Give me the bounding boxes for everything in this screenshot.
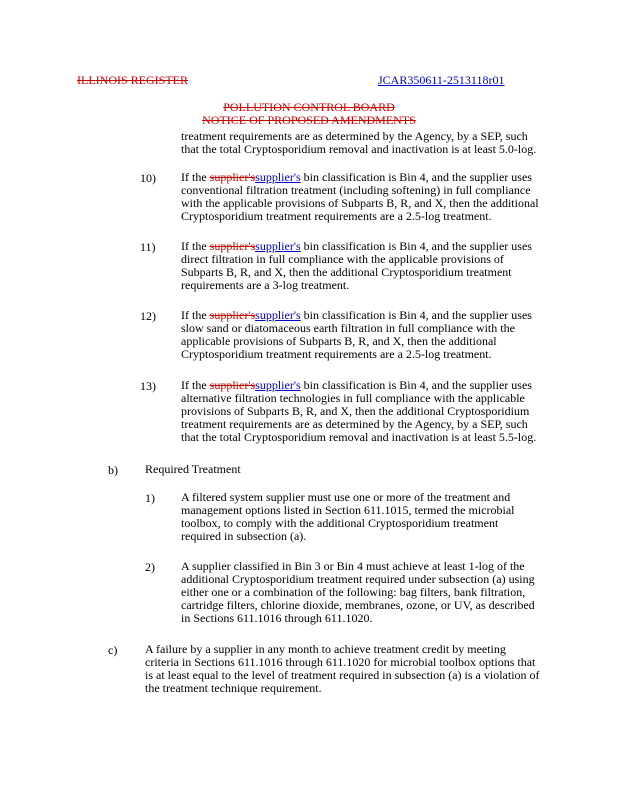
item-number: 10): [140, 171, 156, 185]
item-number: 13): [140, 379, 156, 393]
item-line: A filtered system supplier must use one or more of the treatment and: [181, 490, 511, 504]
inserted-text: supplier's: [255, 239, 301, 253]
item-line: additional Cryptosporidium treatment required under subsection (a) using: [181, 572, 535, 586]
item-line: alternative filtration technologies in full compliance with the applicable: [181, 391, 525, 405]
inserted-text: supplier's: [255, 378, 301, 392]
item-line: conventional filtration treatment (including softening) in full compliance: [181, 183, 531, 197]
item-number: 11): [140, 240, 156, 254]
item-line: Cryptosporidium treatment requirements are a 2.5-log treatment.: [181, 347, 492, 361]
item-line: toolbox, to comply with the additional Cryptosporidium treatment: [181, 516, 499, 530]
item-line: management options listed in Section 611.1015, termed the microbial: [181, 503, 515, 517]
item-line: applicable provisions of Subparts B, R, and X, then the additional: [181, 334, 497, 348]
item-line: Cryptosporidium treatment requirements are a 2.5-log treatment.: [181, 209, 492, 223]
deleted-text: supplier's: [209, 378, 256, 392]
inserted-text: supplier's: [255, 170, 301, 184]
section-c-line: the treatment technique requirement.: [145, 681, 322, 695]
board-title: POLLUTION CONTROL BOARD: [223, 100, 395, 114]
item-line: either one or a combination of the following: bag filters, bank filtration,: [181, 585, 526, 599]
item-line: requirements are a 3-log treatment.: [181, 278, 350, 292]
item-line: cartridge filters, chlorine dioxide, membranes, ozone, or UV, as described: [181, 598, 535, 612]
carryover-line: that the total Cryptosporidium removal and inactivation is at least 5.0-log.: [181, 142, 537, 156]
item-first-line: If the supplier'ssupplier's bin classification is Bin 4, and the supplier uses: [181, 239, 532, 253]
deleted-text: supplier's: [209, 308, 256, 322]
register-title: ILLINOIS REGISTER: [77, 73, 188, 87]
carryover-line: treatment requirements are as determined by the Agency, by a SEP, such: [181, 129, 528, 143]
jcar-code-link[interactable]: JCAR350611-2513118r01: [378, 73, 505, 87]
item-line: required in subsection (a).: [181, 529, 307, 543]
item-line: Subparts B, R, and X, then the additional Cryptosporidium treatment: [181, 265, 512, 279]
section-c-line: A failure by a supplier in any month to achieve treatment credit by meeting: [145, 642, 506, 656]
notice-title: NOTICE OF PROPOSED AMENDMENTS: [202, 113, 416, 127]
item-first-line: If the supplier'ssupplier's bin classification is Bin 4, and the supplier uses: [181, 170, 532, 184]
item-number: 12): [140, 309, 156, 323]
item-number: 2): [145, 560, 155, 574]
item-line: with the applicable provisions of Subparts B, R, and X, then the additional: [181, 196, 539, 210]
section-c-label: c): [108, 643, 118, 657]
item-line: slow sand or diatomaceous earth filtration in full compliance with the: [181, 321, 515, 335]
deleted-text: supplier's: [209, 170, 256, 184]
deleted-text: supplier's: [209, 239, 256, 253]
section-c-line: is at least equal to the level of treatment required in subsection (a) is a violation of: [145, 668, 540, 682]
item-line: in Sections 611.1016 through 611.1020.: [181, 611, 373, 625]
item-line: provisions of Subparts B, R, and X, then the additional Cryptosporidium: [181, 404, 530, 418]
item-line: direct filtration in full compliance with the applicable provisions of: [181, 252, 504, 266]
section-b-label: b): [108, 463, 118, 477]
item-first-line: If the supplier'ssupplier's bin classification is Bin 4, and the supplier uses: [181, 308, 532, 322]
item-number: 1): [145, 491, 155, 505]
item-line: that the total Cryptosporidium removal and inactivation is at least 5.5-log.: [181, 430, 537, 444]
section-b-heading: Required Treatment: [145, 462, 241, 476]
item-line: A supplier classified in Bin 3 or Bin 4 must achieve at least 1-log of the: [181, 559, 525, 573]
item-line: treatment requirements are as determined by the Agency, by a SEP, such: [181, 417, 528, 431]
section-c-line: criteria in Sections 611.1016 through 611.1020 for microbial toolbox options that: [145, 655, 536, 669]
item-first-line: If the supplier'ssupplier's bin classification is Bin 4, and the supplier uses: [181, 378, 532, 392]
inserted-text: supplier's: [255, 308, 301, 322]
